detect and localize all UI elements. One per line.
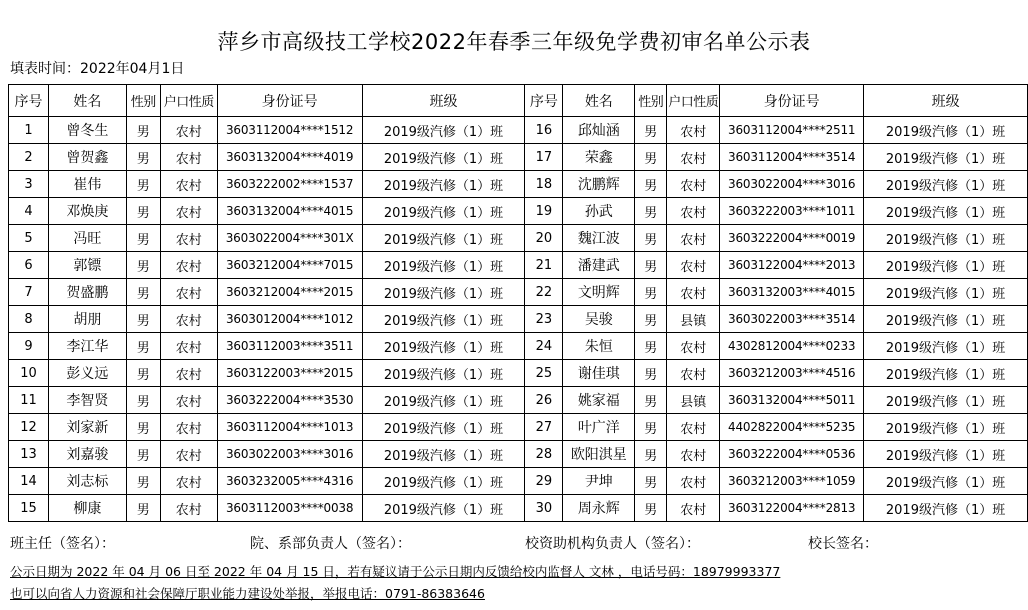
header-cell: 性别 (126, 85, 160, 117)
class-cell: 2019级汽修（1）班 (864, 414, 1028, 441)
id-number-cell: 3603222004****3530 (217, 387, 362, 414)
table-row (9, 117, 1028, 144)
name-cell: 潘建武 (563, 252, 635, 279)
hukou-cell: 农村 (667, 441, 720, 468)
name-cell: 沈鹏辉 (563, 171, 635, 198)
header-cell: 身份证号 (720, 85, 864, 117)
class-cell: 2019级汽修（1）班 (362, 171, 525, 198)
table-row (9, 441, 1028, 468)
seq-cell: 13 (9, 441, 49, 468)
id-number-cell: 3603112003****3511 (217, 333, 362, 360)
name-cell: 郭镖 (48, 252, 126, 279)
header-row (9, 85, 1028, 117)
id-number-cell: 3603212004****7015 (217, 252, 362, 279)
gender-cell: 男 (635, 306, 667, 333)
hukou-cell: 农村 (667, 414, 720, 441)
seq-cell: 11 (9, 387, 49, 414)
class-cell: 2019级汽修（1）班 (362, 306, 525, 333)
table-row (9, 333, 1028, 360)
seq-cell: 12 (9, 414, 49, 441)
hukou-cell: 农村 (160, 225, 217, 252)
name-cell: 李智贤 (48, 387, 126, 414)
seq-cell: 27 (525, 414, 563, 441)
name-cell: 刘家新 (48, 414, 126, 441)
hukou-cell: 农村 (160, 171, 217, 198)
class-cell: 2019级汽修（1）班 (362, 387, 525, 414)
id-number-cell: 3603232005****4316 (217, 468, 362, 495)
id-number-cell: 3603132004****4019 (217, 144, 362, 171)
id-number-cell: 3603222002****1537 (217, 171, 362, 198)
id-number-cell: 3603212004****2015 (217, 279, 362, 306)
class-cell: 2019级汽修（1）班 (362, 468, 525, 495)
header-cell: 户口性质 (667, 85, 720, 117)
gender-cell: 男 (635, 171, 667, 198)
seq-cell: 14 (9, 468, 49, 495)
seq-cell: 1 (9, 117, 49, 144)
id-number-cell: 3603012004****1012 (217, 306, 362, 333)
gender-cell: 男 (126, 414, 160, 441)
hukou-cell: 农村 (160, 306, 217, 333)
table-row (9, 387, 1028, 414)
seq-cell: 16 (525, 117, 563, 144)
gender-cell: 男 (126, 306, 160, 333)
table-row (9, 306, 1028, 333)
name-cell: 贺盛鹏 (48, 279, 126, 306)
id-number-cell: 3603222004****0536 (720, 441, 864, 468)
seq-cell: 6 (9, 252, 49, 279)
class-teacher-signature: 班主任（签名）： (10, 536, 115, 552)
table-row (9, 360, 1028, 387)
table-row (9, 414, 1028, 441)
seq-cell: 19 (525, 198, 563, 225)
header-cell: 户口性质 (160, 85, 217, 117)
gender-cell: 男 (126, 144, 160, 171)
class-cell: 2019级汽修（1）班 (864, 279, 1028, 306)
hukou-cell: 农村 (667, 333, 720, 360)
class-cell: 2019级汽修（1）班 (864, 495, 1028, 522)
gender-cell: 男 (635, 252, 667, 279)
gender-cell: 男 (635, 144, 667, 171)
hukou-cell: 农村 (160, 360, 217, 387)
id-number-cell: 3603122004****2013 (720, 252, 864, 279)
seq-cell: 18 (525, 171, 563, 198)
page-title: 萍乡市高级技工学校2022年春季三年级免学费初审名单公示表 (217, 30, 811, 54)
class-cell: 2019级汽修（1）班 (864, 306, 1028, 333)
table-row (9, 279, 1028, 306)
hukou-cell: 农村 (667, 117, 720, 144)
id-number-cell: 3603132004****4015 (217, 198, 362, 225)
gender-cell: 男 (635, 495, 667, 522)
id-number-cell: 4402822004****5235 (720, 414, 864, 441)
seq-cell: 29 (525, 468, 563, 495)
class-cell: 2019级汽修（1）班 (362, 144, 525, 171)
notice-line-2: 也可以向省人力资源和社会保障厅职业能力建设处举报，举报电话：0791-86383646 (10, 586, 485, 601)
hukou-cell: 农村 (667, 225, 720, 252)
gender-cell: 男 (126, 441, 160, 468)
roster-table (8, 84, 1028, 522)
class-cell: 2019级汽修（1）班 (362, 198, 525, 225)
seq-cell: 9 (9, 333, 49, 360)
header-cell: 序号 (525, 85, 563, 117)
roster-body (9, 117, 1028, 522)
class-cell: 2019级汽修（1）班 (864, 144, 1028, 171)
seq-cell: 25 (525, 360, 563, 387)
id-number-cell: 3603222004****0019 (720, 225, 864, 252)
gender-cell: 男 (126, 468, 160, 495)
name-cell: 周永辉 (563, 495, 635, 522)
table-row (9, 171, 1028, 198)
hukou-cell: 农村 (160, 144, 217, 171)
class-cell: 2019级汽修（1）班 (864, 252, 1028, 279)
gender-cell: 男 (126, 387, 160, 414)
name-cell: 吴骏 (563, 306, 635, 333)
class-cell: 2019级汽修（1）班 (362, 414, 525, 441)
header-cell: 身份证号 (217, 85, 362, 117)
id-number-cell: 3603112004****1512 (217, 117, 362, 144)
seq-cell: 24 (525, 333, 563, 360)
seq-cell: 2 (9, 144, 49, 171)
hukou-cell: 农村 (667, 144, 720, 171)
class-cell: 2019级汽修（1）班 (864, 387, 1028, 414)
name-cell: 朱恒 (563, 333, 635, 360)
seq-cell: 21 (525, 252, 563, 279)
name-cell: 胡朋 (48, 306, 126, 333)
gender-cell: 男 (126, 171, 160, 198)
table-row (9, 144, 1028, 171)
hukou-cell: 农村 (160, 279, 217, 306)
seq-cell: 7 (9, 279, 49, 306)
gender-cell: 男 (635, 198, 667, 225)
name-cell: 刘志标 (48, 468, 126, 495)
name-cell: 孙武 (563, 198, 635, 225)
header-cell: 班级 (362, 85, 525, 117)
table-row (9, 495, 1028, 522)
name-cell: 邱灿涵 (563, 117, 635, 144)
name-cell: 柳康 (48, 495, 126, 522)
id-number-cell: 3603112004****3514 (720, 144, 864, 171)
gender-cell: 男 (635, 225, 667, 252)
class-cell: 2019级汽修（1）班 (362, 441, 525, 468)
class-cell: 2019级汽修（1）班 (864, 171, 1028, 198)
header-cell: 姓名 (563, 85, 635, 117)
name-cell: 姚家福 (563, 387, 635, 414)
table-row (9, 252, 1028, 279)
hukou-cell: 农村 (160, 414, 217, 441)
name-cell: 曾贺鑫 (48, 144, 126, 171)
seq-cell: 15 (9, 495, 49, 522)
name-cell: 文明辉 (563, 279, 635, 306)
seq-cell: 26 (525, 387, 563, 414)
class-cell: 2019级汽修（1）班 (362, 279, 525, 306)
table-row (9, 468, 1028, 495)
seq-cell: 23 (525, 306, 563, 333)
hukou-cell: 农村 (160, 252, 217, 279)
hukou-cell: 农村 (160, 441, 217, 468)
seq-cell: 4 (9, 198, 49, 225)
name-cell: 欧阳淇星 (563, 441, 635, 468)
id-number-cell: 3603022004****3016 (720, 171, 864, 198)
gender-cell: 男 (635, 117, 667, 144)
name-cell: 崔伟 (48, 171, 126, 198)
hukou-cell: 县镇 (667, 387, 720, 414)
seq-cell: 30 (525, 495, 563, 522)
name-cell: 彭义远 (48, 360, 126, 387)
hukou-cell: 农村 (667, 252, 720, 279)
name-cell: 曾冬生 (48, 117, 126, 144)
id-number-cell: 3603022004****301X (217, 225, 362, 252)
seq-cell: 17 (525, 144, 563, 171)
hukou-cell: 农村 (160, 387, 217, 414)
seq-cell: 10 (9, 360, 49, 387)
id-number-cell: 3603022003****3514 (720, 306, 864, 333)
name-cell: 刘嘉骏 (48, 441, 126, 468)
gender-cell: 男 (126, 360, 160, 387)
id-number-cell: 3603222003****1011 (720, 198, 864, 225)
aid-office-signature: 校资助机构负责人（签名）： (525, 536, 700, 552)
class-cell: 2019级汽修（1）班 (362, 225, 525, 252)
hukou-cell: 农村 (160, 468, 217, 495)
id-number-cell: 3603212003****4516 (720, 360, 864, 387)
class-cell: 2019级汽修（1）班 (362, 360, 525, 387)
hukou-cell: 农村 (160, 333, 217, 360)
header-cell: 序号 (9, 85, 49, 117)
name-cell: 荣鑫 (563, 144, 635, 171)
gender-cell: 男 (635, 414, 667, 441)
dept-head-signature: 院、系部负责人（签名）： (250, 536, 411, 552)
gender-cell: 男 (126, 333, 160, 360)
seq-cell: 8 (9, 306, 49, 333)
gender-cell: 男 (635, 468, 667, 495)
seq-cell: 20 (525, 225, 563, 252)
class-cell: 2019级汽修（1）班 (362, 495, 525, 522)
id-number-cell: 3603122004****2813 (720, 495, 864, 522)
hukou-cell: 县镇 (667, 306, 720, 333)
class-cell: 2019级汽修（1）班 (864, 117, 1028, 144)
class-cell: 2019级汽修（1）班 (864, 441, 1028, 468)
id-number-cell: 3603112004****2511 (720, 117, 864, 144)
class-cell: 2019级汽修（1）班 (864, 333, 1028, 360)
notice-line-1: 公示日期为 2022 年 04 月 06 日至 2022 年 04 月 15 日，若有疑议请于公示日期内反馈给校内监督人 文林 ，电话号码：18979993377 (10, 564, 781, 579)
gender-cell: 男 (126, 117, 160, 144)
seq-cell: 3 (9, 171, 49, 198)
name-cell: 谢佳琪 (563, 360, 635, 387)
class-cell: 2019级汽修（1）班 (864, 360, 1028, 387)
name-cell: 魏江波 (563, 225, 635, 252)
class-cell: 2019级汽修（1）班 (864, 198, 1028, 225)
hukou-cell: 农村 (667, 171, 720, 198)
principal-signature: 校长签名： (808, 536, 878, 552)
seq-cell: 28 (525, 441, 563, 468)
gender-cell: 男 (635, 387, 667, 414)
id-number-cell: 3603112004****1013 (217, 414, 362, 441)
gender-cell: 男 (635, 333, 667, 360)
name-cell: 尹坤 (563, 468, 635, 495)
id-number-cell: 3603132003****4015 (720, 279, 864, 306)
seq-cell: 5 (9, 225, 49, 252)
gender-cell: 男 (126, 495, 160, 522)
id-number-cell: 3603132004****5011 (720, 387, 864, 414)
class-cell: 2019级汽修（1）班 (864, 225, 1028, 252)
id-number-cell: 3603022003****3016 (217, 441, 362, 468)
hukou-cell: 农村 (160, 495, 217, 522)
hukou-cell: 农村 (667, 360, 720, 387)
class-cell: 2019级汽修（1）班 (362, 333, 525, 360)
hukou-cell: 农村 (667, 198, 720, 225)
gender-cell: 男 (635, 441, 667, 468)
gender-cell: 男 (126, 279, 160, 306)
class-cell: 2019级汽修（1）班 (362, 117, 525, 144)
gender-cell: 男 (635, 279, 667, 306)
id-number-cell: 3603122003****2015 (217, 360, 362, 387)
gender-cell: 男 (126, 225, 160, 252)
gender-cell: 男 (126, 252, 160, 279)
table-row (9, 198, 1028, 225)
class-cell: 2019级汽修（1）班 (864, 468, 1028, 495)
header-cell: 姓名 (48, 85, 126, 117)
gender-cell: 男 (126, 198, 160, 225)
hukou-cell: 农村 (160, 198, 217, 225)
name-cell: 李江华 (48, 333, 126, 360)
header-cell: 班级 (864, 85, 1028, 117)
class-cell: 2019级汽修（1）班 (362, 252, 525, 279)
signature-line (0, 534, 1028, 554)
id-number-cell: 4302812004****0233 (720, 333, 864, 360)
id-number-cell: 3603212003****1059 (720, 468, 864, 495)
seq-cell: 22 (525, 279, 563, 306)
name-cell: 冯旺 (48, 225, 126, 252)
id-number-cell: 3603112003****0038 (217, 495, 362, 522)
name-cell: 邓焕庚 (48, 198, 126, 225)
header-cell: 性别 (635, 85, 667, 117)
gender-cell: 男 (635, 360, 667, 387)
hukou-cell: 农村 (667, 279, 720, 306)
hukou-cell: 农村 (667, 495, 720, 522)
name-cell: 叶广洋 (563, 414, 635, 441)
table-row (9, 225, 1028, 252)
fill-date: 填表时间：2022年04月1日 (10, 61, 185, 77)
hukou-cell: 农村 (667, 468, 720, 495)
hukou-cell: 农村 (160, 117, 217, 144)
